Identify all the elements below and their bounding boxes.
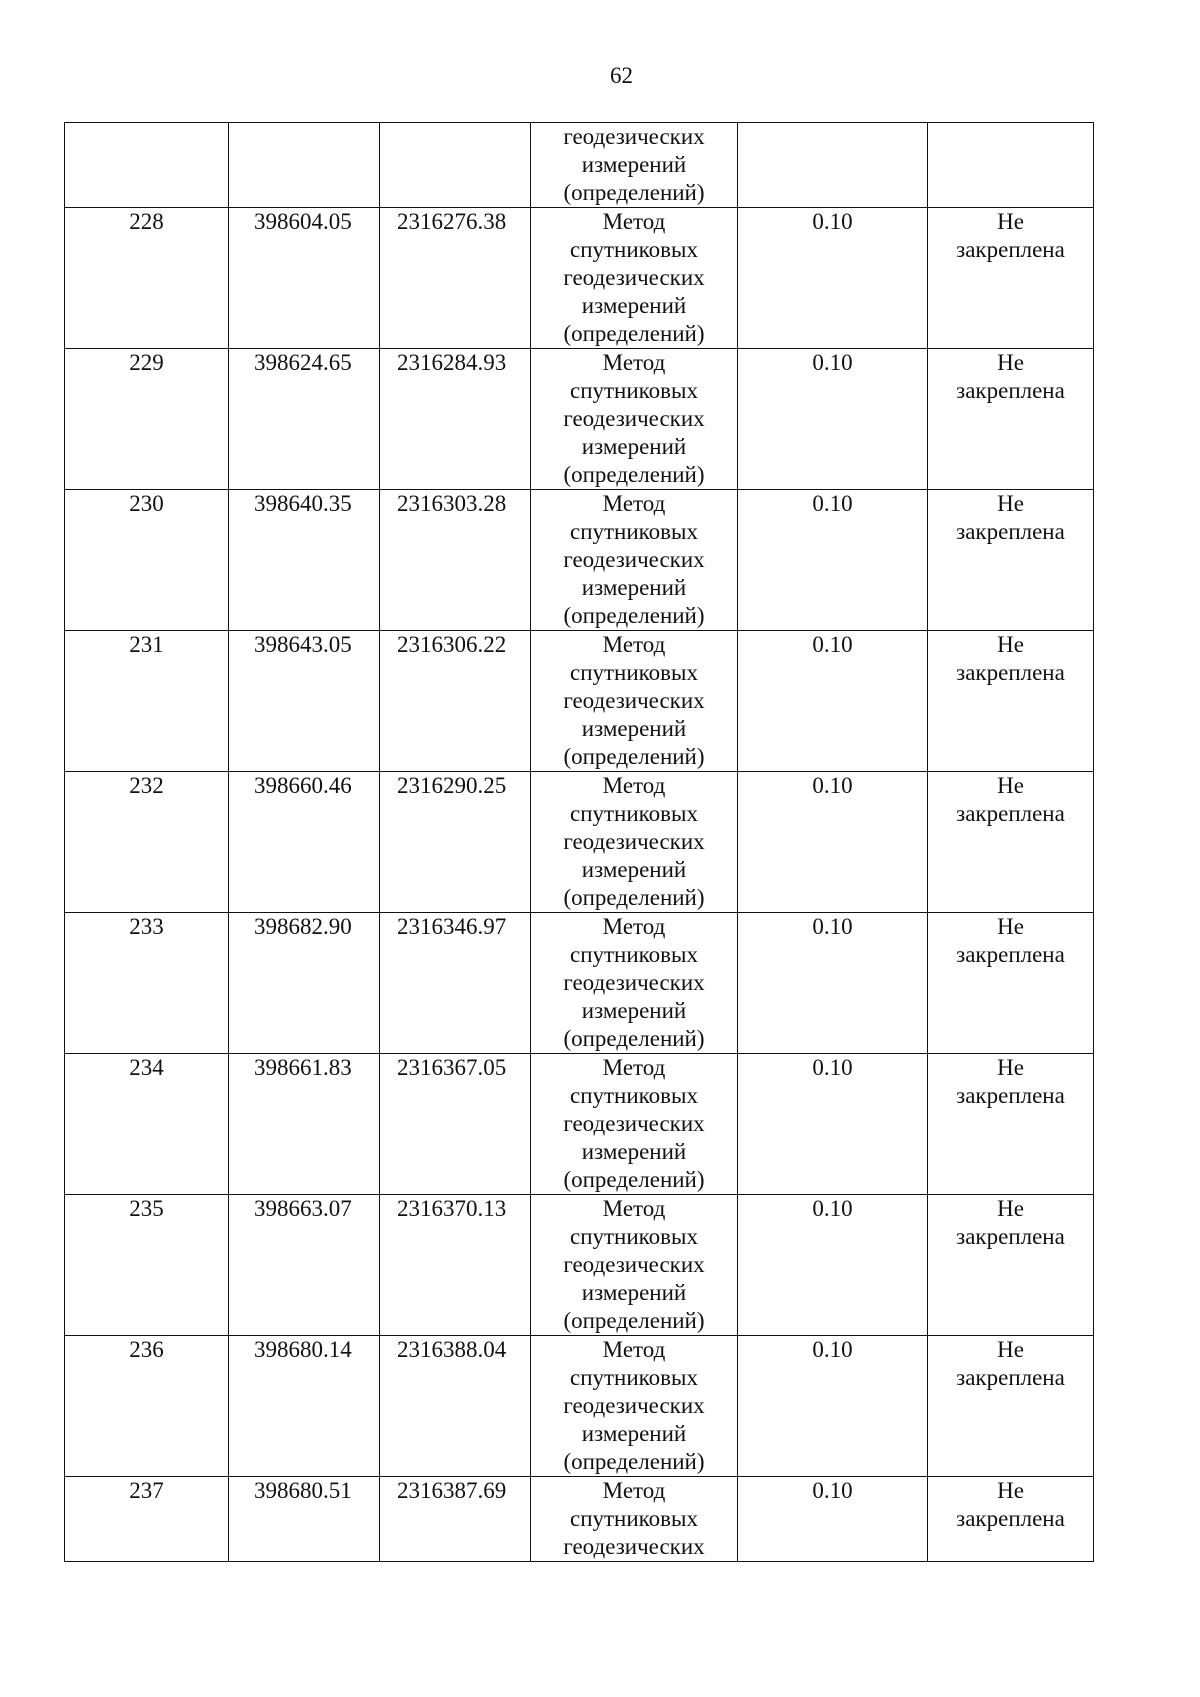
cell-y-coordinate <box>380 349 531 490</box>
method-line: Метод <box>602 914 666 939</box>
method-line: измерений <box>581 1280 687 1305</box>
cell-status <box>928 1336 1094 1477</box>
point-number: 230 <box>129 491 164 516</box>
page-number: 62 <box>610 63 633 88</box>
method-line: спутниковых <box>569 660 698 685</box>
status-line: Не <box>997 350 1024 375</box>
method-line: (определений) <box>563 321 705 346</box>
method-line: (определений) <box>563 885 705 910</box>
method-line: спутниковых <box>569 378 698 403</box>
method-line: геодезических <box>563 547 705 572</box>
cell-accuracy <box>738 123 928 208</box>
status-line: закреплена <box>956 1365 1065 1390</box>
method-line: спутниковых <box>569 1224 698 1249</box>
cell-method <box>531 208 738 349</box>
cell-status <box>928 1195 1094 1336</box>
cell-y-coordinate <box>380 490 531 631</box>
table-body <box>65 123 1094 1562</box>
cell-y-coordinate <box>380 208 531 349</box>
method-line: геодезических <box>563 1252 705 1277</box>
method-line: Метод <box>602 632 666 657</box>
point-number: 231 <box>129 632 164 657</box>
cell-point-number <box>65 123 229 208</box>
method-line: измерений <box>581 1421 687 1446</box>
accuracy-value: 0.10 <box>812 1196 853 1221</box>
cell-x-coordinate <box>229 1336 380 1477</box>
method-line: Метод <box>602 773 666 798</box>
y-coordinate: 2316370.13 <box>397 1196 507 1221</box>
cell-status <box>928 1477 1094 1562</box>
cell-y-coordinate <box>380 123 531 208</box>
cell-accuracy <box>738 1054 928 1195</box>
cell-status <box>928 123 1094 208</box>
cell-status <box>928 1054 1094 1195</box>
cell-status <box>928 490 1094 631</box>
method-line: геодезических <box>563 1111 705 1136</box>
cell-method <box>531 913 738 1054</box>
method-line: спутниковых <box>569 1506 698 1531</box>
status-line: закреплена <box>956 1224 1065 1249</box>
status-line: Не <box>997 773 1024 798</box>
cell-method <box>531 490 738 631</box>
method-line: измерений <box>581 998 687 1023</box>
cell-point-number <box>65 913 229 1054</box>
coordinates-table <box>64 122 1094 1562</box>
y-coordinate: 2316387.69 <box>397 1478 507 1503</box>
method-line: геодезических <box>563 406 705 431</box>
method-line: спутниковых <box>569 1083 698 1108</box>
method-line: геодезических <box>563 970 705 995</box>
method-line: геодезических <box>563 688 705 713</box>
y-coordinate: 2316303.28 <box>397 491 507 516</box>
table-row <box>65 1336 1094 1477</box>
cell-x-coordinate <box>229 1054 380 1195</box>
status-line: закреплена <box>956 378 1065 403</box>
table-row <box>65 772 1094 913</box>
status-line: закреплена <box>956 801 1065 826</box>
method-line: (определений) <box>563 1449 705 1474</box>
cell-point-number <box>65 1195 229 1336</box>
cell-status <box>928 631 1094 772</box>
status-line: Не <box>997 632 1024 657</box>
cell-accuracy <box>738 772 928 913</box>
cell-accuracy <box>738 349 928 490</box>
status-line: Не <box>997 491 1024 516</box>
cell-point-number <box>65 1336 229 1477</box>
accuracy-value: 0.10 <box>812 632 853 657</box>
y-coordinate: 2316346.97 <box>397 914 507 939</box>
method-line: измерений <box>581 434 687 459</box>
x-coordinate: 398682.90 <box>254 914 352 939</box>
cell-x-coordinate <box>229 631 380 772</box>
method-line: Метод <box>602 491 666 516</box>
accuracy-value: 0.10 <box>812 1337 853 1362</box>
method-line: (определений) <box>563 1026 705 1051</box>
method-line: геодезических <box>563 1393 705 1418</box>
cell-point-number <box>65 631 229 772</box>
method-line: спутниковых <box>569 519 698 544</box>
method-line: Метод <box>602 1055 666 1080</box>
cell-point-number <box>65 349 229 490</box>
cell-x-coordinate <box>229 349 380 490</box>
cell-point-number <box>65 1054 229 1195</box>
y-coordinate: 2316284.93 <box>397 350 507 375</box>
method-line: (определений) <box>563 462 705 487</box>
method-line: измерений <box>581 575 687 600</box>
x-coordinate: 398680.14 <box>254 1337 352 1362</box>
cell-point-number <box>65 490 229 631</box>
x-coordinate: 398643.05 <box>254 632 352 657</box>
method-line: геодезических <box>563 829 705 854</box>
x-coordinate: 398661.83 <box>254 1055 352 1080</box>
status-line: Не <box>997 1478 1024 1503</box>
point-number: 235 <box>129 1196 164 1221</box>
method-line: (определений) <box>563 1308 705 1333</box>
cell-accuracy <box>738 490 928 631</box>
table-row <box>65 490 1094 631</box>
method-line: измерений <box>581 1139 687 1164</box>
method-line: спутниковых <box>569 942 698 967</box>
method-line: геодезических <box>563 265 705 290</box>
cell-y-coordinate <box>380 1195 531 1336</box>
table-row <box>65 1477 1094 1562</box>
method-line: (определений) <box>563 744 705 769</box>
cell-method <box>531 772 738 913</box>
cell-x-coordinate <box>229 1477 380 1562</box>
y-coordinate: 2316388.04 <box>397 1337 507 1362</box>
cell-method <box>531 631 738 772</box>
cell-method <box>531 1195 738 1336</box>
cell-status <box>928 349 1094 490</box>
method-line: Метод <box>602 209 666 234</box>
cell-status <box>928 913 1094 1054</box>
method-line: измерений <box>581 857 687 882</box>
cell-accuracy <box>738 208 928 349</box>
status-line: закреплена <box>956 237 1065 262</box>
table-row <box>65 1054 1094 1195</box>
cell-y-coordinate <box>380 1477 531 1562</box>
point-number: 237 <box>129 1478 164 1503</box>
status-line: Не <box>997 1055 1024 1080</box>
method-line: (определений) <box>563 603 705 628</box>
cell-accuracy <box>738 1195 928 1336</box>
cell-y-coordinate <box>380 1054 531 1195</box>
x-coordinate: 398624.65 <box>254 350 352 375</box>
accuracy-value: 0.10 <box>812 209 853 234</box>
cell-y-coordinate <box>380 631 531 772</box>
method-line: измерений <box>581 716 687 741</box>
x-coordinate: 398660.46 <box>254 773 352 798</box>
cell-y-coordinate <box>380 913 531 1054</box>
status-line: закреплена <box>956 1083 1065 1108</box>
point-number: 236 <box>129 1337 164 1362</box>
table-row <box>65 1195 1094 1336</box>
method-line: измерений <box>581 152 687 177</box>
method-line: геодезических <box>563 124 705 149</box>
x-coordinate: 398663.07 <box>254 1196 352 1221</box>
cell-accuracy <box>738 1477 928 1562</box>
accuracy-value: 0.10 <box>812 914 853 939</box>
point-number: 232 <box>129 773 164 798</box>
status-line: закреплена <box>956 660 1065 685</box>
method-line: измерений <box>581 293 687 318</box>
status-line: закреплена <box>956 1506 1065 1531</box>
cell-accuracy <box>738 913 928 1054</box>
cell-status <box>928 772 1094 913</box>
table-row <box>65 913 1094 1054</box>
status-line: Не <box>997 914 1024 939</box>
table-row <box>65 208 1094 349</box>
method-line: Метод <box>602 1337 666 1362</box>
accuracy-value: 0.10 <box>812 350 853 375</box>
accuracy-value: 0.10 <box>812 773 853 798</box>
table-row-continuation <box>65 123 1094 208</box>
method-line: спутниковых <box>569 1365 698 1390</box>
accuracy-value: 0.10 <box>812 491 853 516</box>
cell-method <box>531 1054 738 1195</box>
cell-x-coordinate <box>229 913 380 1054</box>
cell-x-coordinate <box>229 208 380 349</box>
y-coordinate: 2316290.25 <box>397 773 507 798</box>
x-coordinate: 398640.35 <box>254 491 352 516</box>
method-line: геодезических <box>563 1534 705 1559</box>
cell-x-coordinate <box>229 1195 380 1336</box>
point-number: 234 <box>129 1055 164 1080</box>
cell-y-coordinate <box>380 772 531 913</box>
status-line: закреплена <box>956 942 1065 967</box>
method-line: Метод <box>602 1478 666 1503</box>
y-coordinate: 2316367.05 <box>397 1055 507 1080</box>
cell-accuracy <box>738 1336 928 1477</box>
cell-point-number <box>65 1477 229 1562</box>
cell-x-coordinate <box>229 772 380 913</box>
cell-method <box>531 123 738 208</box>
point-number: 228 <box>129 209 164 234</box>
method-line: спутниковых <box>569 801 698 826</box>
table-row <box>65 349 1094 490</box>
cell-point-number <box>65 772 229 913</box>
cell-y-coordinate <box>380 1336 531 1477</box>
y-coordinate: 2316306.22 <box>397 632 507 657</box>
cell-x-coordinate <box>229 490 380 631</box>
cell-method <box>531 349 738 490</box>
method-line: Метод <box>602 350 666 375</box>
accuracy-value: 0.10 <box>812 1055 853 1080</box>
status-line: Не <box>997 1337 1024 1362</box>
cell-status <box>928 208 1094 349</box>
x-coordinate: 398604.05 <box>254 209 352 234</box>
method-line: (определений) <box>563 180 705 205</box>
method-line: (определений) <box>563 1167 705 1192</box>
accuracy-value: 0.10 <box>812 1478 853 1503</box>
status-line: закреплена <box>956 519 1065 544</box>
point-number: 233 <box>129 914 164 939</box>
table-row <box>65 631 1094 772</box>
y-coordinate: 2316276.38 <box>397 209 507 234</box>
status-line: Не <box>997 1196 1024 1221</box>
x-coordinate: 398680.51 <box>254 1478 352 1503</box>
cell-method <box>531 1477 738 1562</box>
method-line: Метод <box>602 1196 666 1221</box>
cell-point-number <box>65 208 229 349</box>
cell-accuracy <box>738 631 928 772</box>
method-line: спутниковых <box>569 237 698 262</box>
status-line: Не <box>997 209 1024 234</box>
cell-method <box>531 1336 738 1477</box>
cell-x-coordinate <box>229 123 380 208</box>
point-number: 229 <box>129 350 164 375</box>
